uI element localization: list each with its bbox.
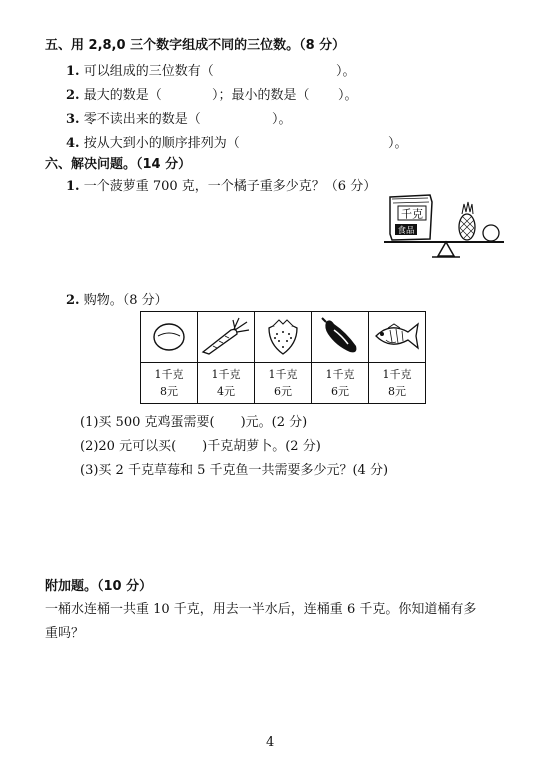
item-price: 4元: [217, 385, 235, 398]
q5-1-number: 1.: [66, 64, 80, 79]
balance-scale-illustration: [384, 190, 506, 262]
q5-3-number: 3.: [66, 112, 80, 127]
q5-1-end: ）。: [336, 64, 356, 79]
bonus-line-1: 一桶水连桶一共重 10 千克，用去一半水后，连桶重 6 千克。你知道桶有多: [45, 602, 477, 617]
egg-icon: [149, 316, 189, 356]
item-weight: 1千克: [154, 368, 184, 381]
q5-3-end: ）。: [272, 112, 292, 127]
table-cell-egg: [141, 312, 198, 363]
q5-4: [66, 132, 240, 151]
problem6-2: [66, 289, 168, 308]
q5-4-text: 按从大到小的顺序排列为（: [83, 136, 240, 151]
table-row-pictures: [141, 312, 426, 363]
problem6-1: [66, 175, 376, 194]
item-price: 8元: [160, 385, 178, 398]
q5-2: [66, 84, 162, 103]
table-cell-carrot: [198, 312, 255, 363]
q5-1: [66, 60, 214, 79]
item-weight: 1千克: [211, 368, 241, 381]
bag-weight-label: 千克: [401, 207, 423, 221]
shopping-table: [140, 311, 426, 404]
item-weight: 1千克: [325, 368, 355, 381]
food-bag-icon: [390, 195, 432, 240]
carrot-icon: [199, 314, 253, 358]
page-number: 4: [266, 735, 275, 750]
subquestion-1: (1)买 500 克鸡蛋需要( )元。(2 分): [80, 415, 308, 430]
problem6-1-number: 1.: [66, 179, 80, 194]
item-price: 8元: [388, 385, 406, 398]
table-cell-pepper: [312, 312, 369, 363]
q5-3-text: 零不读出来的数是（: [83, 112, 201, 127]
table-cell-label: [198, 363, 255, 404]
section6-title: 六、解决问题。（14 分）: [45, 157, 192, 172]
problem6-2-number: 2.: [66, 293, 80, 308]
strawberry-icon: [261, 314, 305, 358]
problem6-1-text: 一个菠萝重 700 克，一个橘子重多少克？（6 分）: [83, 179, 377, 194]
subquestion-2: (2)20 元可以买( )千克胡萝卜。(2 分): [80, 439, 321, 454]
q5-2-mid: ）；最小的数是（: [212, 88, 310, 103]
pepper-icon: [316, 314, 364, 358]
bonus-line-2: 重吗？: [45, 626, 85, 641]
table-cell-label: [312, 363, 369, 404]
table-row-labels: [141, 363, 426, 404]
table-cell-label: [369, 363, 426, 404]
table-cell-label: [255, 363, 312, 404]
table-cell-strawberry: [255, 312, 312, 363]
q5-2-number: 2.: [66, 88, 80, 103]
item-weight: 1千克: [268, 368, 298, 381]
q5-1-text: 可以组成的三位数有（: [83, 64, 214, 79]
q5-2-text: 最大的数是（: [83, 88, 162, 103]
bonus-title: 附加题。（10 分）: [45, 579, 153, 594]
pineapple-icon: [459, 202, 475, 240]
item-price: 6元: [274, 385, 292, 398]
problem6-2-text: 购物。（8 分）: [83, 293, 168, 308]
subquestion-3: (3)买 2 千克草莓和 5 千克鱼一共需要多少元？(4 分): [80, 463, 389, 478]
fish-icon: [370, 314, 424, 358]
q5-4-number: 4.: [66, 136, 80, 151]
bag-food-label: 食品: [397, 226, 415, 236]
item-weight: 1千克: [382, 368, 412, 381]
table-cell-fish: [369, 312, 426, 363]
q5-3: [66, 108, 201, 127]
orange-icon: [483, 225, 499, 241]
q5-4-end: ）。: [388, 136, 408, 151]
table-cell-label: [141, 363, 198, 404]
section5-title: 五、用 2,8,0 三个数字组成不同的三位数。（8 分）: [45, 38, 346, 53]
q5-2-end: ）。: [338, 88, 358, 103]
item-price: 6元: [331, 385, 349, 398]
